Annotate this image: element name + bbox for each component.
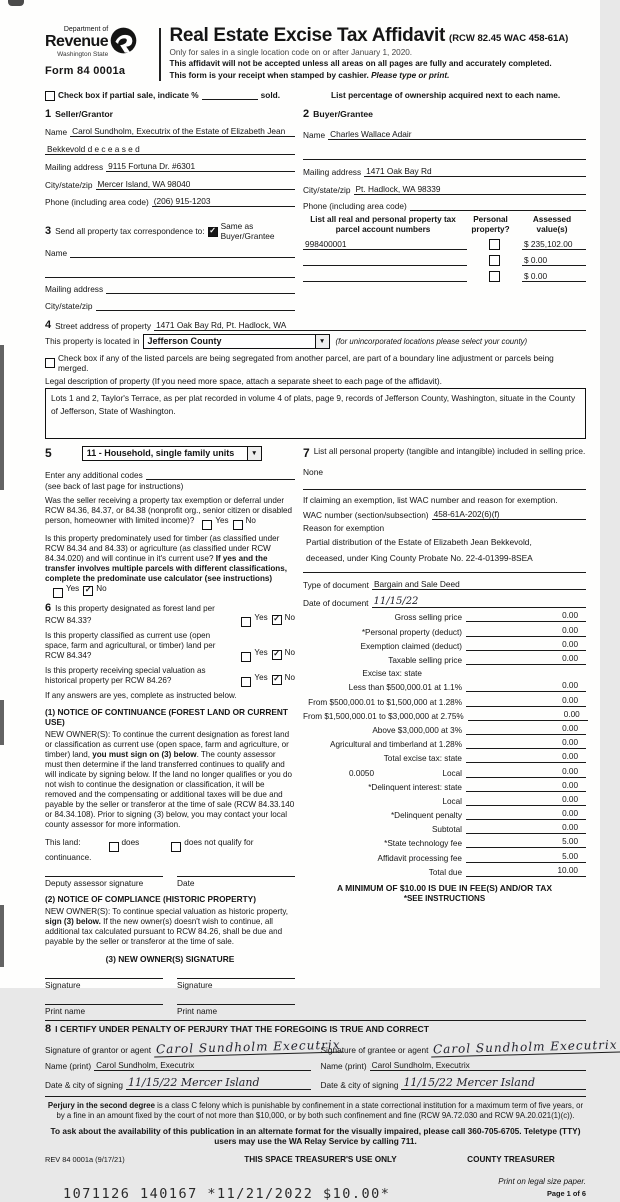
tax-corr-name-field-2[interactable] <box>45 268 295 278</box>
tax-label: Local <box>442 768 462 778</box>
question-deferral <box>45 496 295 529</box>
rev-number: REV 84 0001a (9/17/21) <box>45 1155 125 1165</box>
accessibility-note: To ask about the availability of this publication in an alternate format for the visually impaired, please call 360-705-6705. Teletype (TTY) users may use the WA Relay Service by calling 711. <box>50 1125 581 1147</box>
tax-label: *Delinquent penalty <box>390 811 462 821</box>
tax-label: *State technology fee <box>384 839 462 849</box>
section-3-number: 3 <box>45 225 52 238</box>
document-type-field[interactable]: Bargain and Sale Deed <box>372 579 586 590</box>
local-rate: 0.0050 <box>349 768 375 778</box>
dept-line1: Department of <box>63 26 109 33</box>
section-5-row <box>45 446 295 461</box>
owner-printname-line-1[interactable]: Print name <box>45 1004 163 1016</box>
buyer-city-field[interactable]: Pt. Hadlock, WA 98339 <box>354 184 587 195</box>
document-type-label: Type of document <box>303 579 369 590</box>
form-header <box>45 26 586 81</box>
section-6-number: 6 <box>45 601 52 614</box>
grantor-date-field[interactable]: 11/15/22 Mercer Island <box>126 1076 311 1090</box>
street-address-label: Street address of property <box>55 320 152 331</box>
reason-label: Reason for exemption <box>303 522 385 533</box>
tax-corr-mailing-field[interactable] <box>106 284 295 294</box>
grantor-printname-label: Name (print) <box>45 1061 92 1072</box>
section-4-property <box>45 319 586 439</box>
parcel-number-field[interactable]: 998400001 <box>303 239 467 250</box>
current-use-no-checkbox[interactable] <box>272 650 282 660</box>
street-address-field[interactable]: 1471 Oak Bay Rd, Pt. Hadlock, WA <box>154 320 586 331</box>
no-label: No <box>284 612 295 622</box>
ownership-percentage-note: List percentage of ownership acquired next to each name. <box>331 89 561 100</box>
grantee-signature-label: Signature of grantee or agent <box>320 1045 429 1056</box>
yes-label: Yes <box>254 672 268 682</box>
no-label: No <box>284 672 295 682</box>
document-date-field[interactable]: 11/15/22 <box>372 596 587 608</box>
check-icon: ✓ <box>273 613 280 623</box>
deferral-yes-checkbox[interactable] <box>202 520 212 530</box>
treasurer-stamp: 1071126 140167 *11/21/2022 $10.00* <box>63 1186 391 1202</box>
additional-codes-label: Enter any additional codes <box>45 469 143 480</box>
divider <box>45 1096 586 1097</box>
tax-label: Affidavit processing fee <box>377 853 462 863</box>
owner-signature-line-2[interactable]: Signature <box>177 978 295 990</box>
page-number: Page 1 of 6 <box>546 1189 586 1199</box>
legal-description-field[interactable]: Lots 1 and 2, Taylor's Terrace, as per plat recorded in volume 4 of plats, page 9, records of Jefferson County, Washington, situate in the County of Jefferson, State of Washington. <box>45 388 586 439</box>
parcel-header-assessed: Assessed value(s) <box>532 215 572 234</box>
reason-line-1[interactable]: Partial distribution of the Estate of Elizabeth Jean Bekkevold, <box>306 536 532 547</box>
reason-line-2[interactable]: deceased, under King County Probate No. 22-4-01399-8SEA <box>306 552 533 563</box>
current-use-yes-checkbox[interactable] <box>241 652 251 662</box>
tax-value-field[interactable]: 0.00 <box>466 781 586 792</box>
scan-artifact <box>0 905 4 967</box>
tax-row-tier2 <box>303 696 586 707</box>
legal-description-label: Legal description of property (If you need more space, attach a separate sheet to each page of the affidavit). <box>45 375 442 386</box>
seller-phone-label: Phone (including area code) <box>45 197 149 208</box>
historic-yes-checkbox[interactable] <box>241 677 251 687</box>
check-icon: ✓ <box>273 673 280 683</box>
tax-value-field[interactable]: 0.00 <box>466 640 586 651</box>
tax-label: Local <box>442 796 462 806</box>
land-use-code-dropdown[interactable] <box>82 446 262 461</box>
historic-no-checkbox[interactable] <box>272 675 282 685</box>
tax-corr-mailing-label: Mailing address <box>45 284 104 295</box>
question-forest-land <box>45 602 295 626</box>
seller-phone-field[interactable]: (206) 915-1203 <box>152 196 295 207</box>
revenue-swirl-logo-icon <box>110 27 137 54</box>
tax-label: *Personal property (deduct) <box>361 627 462 637</box>
grantor-date-label: Date & city of signing <box>45 1080 123 1091</box>
tax-row-exemption <box>303 640 586 651</box>
wac-number-field[interactable]: 458-61A-202(6)(f) <box>432 509 586 520</box>
tax-value-field[interactable]: 0.00 <box>466 809 586 820</box>
tax-corr-name-label: Name <box>45 247 68 258</box>
tax-value-field[interactable]: 0.00 <box>466 823 586 834</box>
perjury-bold: Perjury in the second degree <box>47 1101 155 1111</box>
certify-statement: I CERTIFY UNDER PENALTY OF PERJURY THAT THE FOREGOING IS TRUE AND CORRECT <box>55 1024 429 1035</box>
section-1-title: Seller/Grantor <box>55 108 114 119</box>
assessed-value-field[interactable]: $ 0.00 <box>522 255 586 266</box>
seller-mailing-field[interactable]: 9115 Fortuna Dr. #6301 <box>106 161 295 172</box>
parcel-table <box>303 211 586 311</box>
buyer-phone-field[interactable] <box>410 201 586 211</box>
notice2-plain1: NEW OWNER(S): To continue special valuation as historic property, <box>45 907 289 917</box>
tax-value-field[interactable]: 0.00 <box>468 710 588 721</box>
forest-yes-checkbox[interactable] <box>241 617 251 627</box>
divider <box>45 1020 586 1021</box>
tax-label: From $500,000.01 to $1,500,000 at 1.28% <box>308 697 462 707</box>
tax-row-agricultural <box>303 738 586 749</box>
question-current-use-text: Is this property classified as current use (open space, farm and agricultural, or timber) land per RCW 84.34? <box>45 630 216 660</box>
page-title: Real Estate Excise Tax Affidavit <box>169 25 446 46</box>
grantor-signature-label: Signature of grantor or agent <box>45 1045 152 1056</box>
section-7 <box>303 446 586 461</box>
county-treasurer-label: COUNTY TREASURER <box>467 1155 555 1165</box>
partial-sale-label: Check box if partial sale, indicate % <box>58 89 199 100</box>
print-note: Print on legal size paper. <box>498 1177 586 1187</box>
same-as-buyer-checkbox[interactable] <box>208 227 218 237</box>
deputy-signature-row <box>45 876 295 888</box>
question-timber-bold: If yes and the transfer involves multiple parcels with different classifications, complete the predominate use calculator (see instructions) <box>45 553 287 583</box>
tax-value-field[interactable]: 0.00 <box>466 767 586 778</box>
tax-value-field[interactable]: 5.00 <box>466 852 586 863</box>
seller-name-field[interactable]: Carol Sundholm, Executrix of the Estate of Elizabeth Jean <box>70 126 295 137</box>
owner-printname-row <box>45 1004 295 1016</box>
grantor-printname-field[interactable]: Carol Sundholm, Executrix <box>94 1060 310 1071</box>
question-forest-text: Is this property designated as forest land per RCW 84.33? <box>45 603 215 625</box>
additional-codes-field[interactable] <box>146 470 295 480</box>
grantee-printname-label: Name (print) <box>320 1061 367 1072</box>
minimum-line-2: *SEE INSTRUCTIONS <box>403 893 486 903</box>
wac-number-label: WAC number (section/subsection) <box>303 509 429 520</box>
minimum-fee-note <box>303 883 586 904</box>
section-8-certify <box>45 1023 619 1091</box>
check-icon: ✓ <box>84 584 92 594</box>
dept-of-revenue-logo-text <box>45 26 108 59</box>
tax-label: Gross selling price <box>394 613 462 623</box>
tax-value-field[interactable]: 0.00 <box>466 611 586 622</box>
section-3-heading: Send all property tax correspondence to: <box>55 226 205 237</box>
tax-value-field[interactable]: 0.00 <box>466 724 586 735</box>
personal-property-checkbox[interactable] <box>489 271 500 282</box>
no-label: No <box>96 583 107 593</box>
parcel-header-numbers: List all real and personal property tax parcel account numbers <box>310 215 456 234</box>
subtitle-1: Only for sales in a single location code on or after January 1, 2020. <box>169 47 413 57</box>
question-historic-text: Is this property receiving special valuation as historical property per RCW 84.26? <box>45 665 206 685</box>
check-icon: ✓ <box>273 648 280 658</box>
county-note: (for unincorporated locations please select your county) <box>335 336 528 346</box>
divider <box>303 572 586 573</box>
tax-label: Above $3,000,000 at 3% <box>372 725 462 735</box>
tax-row-personal <box>303 626 586 637</box>
tax-row-total-state <box>303 752 586 763</box>
seller-city-label: City/state/zip <box>45 179 93 190</box>
notice2-plain2: If the new owner(s) doesn't wish to continue, all additional tax calculated pursuant to RCW 84.26, shall be due and payable by the seller or transferor at the time of sale. <box>45 917 283 947</box>
perjury-note <box>45 1101 586 1120</box>
yes-label: Yes <box>254 612 268 622</box>
document-date-label: Date of document <box>303 598 369 609</box>
check-icon: ✓ <box>209 225 216 235</box>
timber-yes-checkbox[interactable] <box>53 588 63 598</box>
tax-value-field[interactable]: 0.00 <box>466 696 586 707</box>
tax-row-excise-header <box>303 668 586 678</box>
buyer-mailing-label: Mailing address <box>303 167 362 178</box>
no-label: No <box>245 515 256 525</box>
owner-printname-line-2[interactable]: Print name <box>177 1004 295 1016</box>
followup-note: If any answers are yes, complete as instructed below. <box>45 690 237 700</box>
right-mid-column <box>303 446 586 1017</box>
dept-line2: Revenue <box>45 33 109 50</box>
buyer-mailing-field[interactable]: 1471 Oak Bay Rd <box>364 166 586 177</box>
tax-corr-city-label: City/state/zip <box>45 300 93 311</box>
assessed-value-field[interactable]: $ 0.00 <box>522 271 586 282</box>
land-qualify-row <box>45 838 295 851</box>
section-2-buyer <box>303 100 586 212</box>
tax-label: Subtotal <box>431 825 462 835</box>
notice1-bold: you must sign on (3) below <box>92 749 197 759</box>
tax-value-field[interactable]: 0.00 <box>466 738 586 749</box>
located-in-label: This property is located in <box>45 336 140 347</box>
timber-no-checkbox[interactable] <box>83 586 93 596</box>
seller-mailing-label: Mailing address <box>45 162 104 173</box>
section-5-number: 5 <box>45 446 52 461</box>
tax-row-taxable <box>303 654 586 665</box>
grantee-date-field[interactable]: 11/15/22 Mercer Island <box>401 1076 586 1090</box>
notice1-plain1: NEW OWNER(S): To continue the current designation as forest land or classification as current use (open space, farm and agriculture, or timber) land, <box>45 729 290 759</box>
chevron-down-icon[interactable]: ▼ <box>247 447 261 460</box>
tax-label: Total due <box>428 867 462 877</box>
seller-name-label: Name <box>45 127 68 138</box>
tax-value-field[interactable]: 0.00 <box>466 681 586 692</box>
tax-value-field[interactable]: 5.00 <box>466 837 586 848</box>
excise-state-header: Excise tax: state <box>362 669 422 679</box>
tax-row-tier4 <box>303 724 586 735</box>
codes-note: (see back of last page for instructions) <box>45 481 184 491</box>
grantee-signature-field[interactable]: Carol Sundholm Executrix <box>431 1038 620 1058</box>
tax-row-local-2 <box>303 795 586 806</box>
tax-value-field[interactable]: 0.00 <box>466 654 586 665</box>
buyer-city-label: City/state/zip <box>303 184 351 195</box>
tax-value-field[interactable]: 10.00 <box>466 866 586 877</box>
tax-label: Taxable selling price <box>388 656 462 666</box>
section-2-number: 2 <box>303 107 310 120</box>
subtitle-3 <box>170 71 569 80</box>
tax-corr-city-field[interactable] <box>96 301 296 311</box>
parcel-number-field[interactable] <box>303 255 467 266</box>
personal-property-checkbox[interactable] <box>489 255 500 266</box>
notice1-plain2: . The county assessor must then determine if the land transferred continues to qualify and will indicate by signing below. If the land no longer qualifies or you do not wish to continue the designation or classification, it will be removed and the compensating or additional taxes will be due and payable by the seller or transferor at the time of sale (RCW 84.33.140 or 84.34.108). Prior to signing (3) below, you may contact your local county assessor for more information. <box>45 749 295 830</box>
deputy-date-line[interactable]: Date <box>177 876 295 888</box>
parcel-row <box>303 255 586 266</box>
subtitle-3-italic: Please type or print. <box>371 71 450 81</box>
notice-compliance-body <box>45 907 295 947</box>
section-8-number: 8 <box>45 1023 52 1036</box>
tax-row-processing-fee <box>303 852 586 863</box>
tax-value-field[interactable]: 0.00 <box>466 752 586 763</box>
notice-compliance-title: (2) NOTICE OF COMPLIANCE (HISTORIC PROPERTY) <box>45 894 256 905</box>
title-rcw-reference: (RCW 82.45 WAC 458-61A) <box>449 33 569 44</box>
yes-label: Yes <box>254 647 268 657</box>
tax-row-total-due <box>303 866 586 877</box>
buyer-phone-label: Phone (including area code) <box>303 201 407 212</box>
grantor-signature-field[interactable]: Carol Sundholm Executrix <box>154 1038 343 1058</box>
chevron-down-icon[interactable]: ▼ <box>315 335 329 348</box>
deputy-assessor-signature-line[interactable]: Deputy assessor signature <box>45 876 163 888</box>
grantee-date-label: Date & city of signing <box>320 1080 399 1091</box>
footer-row <box>45 1155 586 1164</box>
divider <box>303 489 586 490</box>
county-dropdown[interactable] <box>143 334 330 349</box>
this-land-label: This land: <box>45 838 81 848</box>
county-dropdown-value: Jefferson County <box>147 335 222 346</box>
new-owner-signature-header: (3) NEW OWNER(S) SIGNATURE <box>105 954 235 965</box>
scan-artifact <box>0 700 4 745</box>
personal-property-value[interactable]: None <box>303 466 324 477</box>
does-not-checkbox[interactable] <box>171 842 181 852</box>
section-4-number: 4 <box>45 318 52 331</box>
notice-continuance-body <box>45 730 295 830</box>
segregated-checkbox[interactable] <box>45 358 55 368</box>
buyer-name-label: Name <box>303 129 326 140</box>
parcel-number-field[interactable] <box>303 271 467 282</box>
no-label: No <box>284 647 295 657</box>
partial-sale-percent-field[interactable] <box>202 90 258 100</box>
tax-row-delinquent-penalty <box>303 809 586 820</box>
assessed-value-field[interactable]: $ 235,102.00 <box>522 239 586 250</box>
partial-sale-row <box>45 90 586 100</box>
section-7-number: 7 <box>303 445 310 460</box>
left-mid-column <box>45 446 295 1017</box>
grantee-printname-field[interactable]: Carol Sundholm, Executrix <box>370 1060 586 1071</box>
continuance-label: continuance. <box>45 853 92 863</box>
tax-label: Exemption claimed (deduct) <box>360 641 462 651</box>
tax-label: Less than $500,000.01 at 1.1% <box>348 683 462 693</box>
tax-row-local <box>303 767 586 778</box>
section-1-number: 1 <box>45 107 52 120</box>
tax-label: From $1,500,000.01 to $3,000,000 at 2.75% <box>303 711 464 721</box>
does-not-label: does not qualify for <box>184 838 254 848</box>
section-3-correspondence <box>45 211 295 311</box>
parcel-row <box>303 271 586 282</box>
tax-label: Total excise tax: state <box>383 754 462 764</box>
tax-value-field[interactable]: 0.00 <box>466 626 586 637</box>
notice2-bold: sign (3) below. <box>45 917 101 927</box>
tax-corr-name-field[interactable] <box>70 248 295 258</box>
question-timber <box>45 534 295 597</box>
question-timber-text: Is this property predominately used for timber (as classified under RCW 84.34 and 84.33) or agriculture (as classified under RCW 84.34.020) and will continue in it's current use? <box>45 533 280 563</box>
buyer-name-field[interactable]: Charles Wallace Adair <box>328 129 586 140</box>
same-as-buyer-label: Same as Buyer/Grantee <box>220 221 275 242</box>
yes-label: Yes <box>215 515 229 525</box>
subtitle-3-plain: This form is your receipt when stamped by cashier. <box>169 71 372 81</box>
tax-label: Agricultural and timberland at 1.28% <box>330 740 462 750</box>
personal-property-checkbox[interactable] <box>489 239 500 250</box>
owner-signature-row <box>45 978 295 990</box>
scan-artifact <box>8 0 24 6</box>
form-number: Form 84 0001a <box>45 64 126 77</box>
seller-name-field-2[interactable]: Bekkevold d e c e a s e d <box>45 144 295 155</box>
tax-row-tier3 <box>303 710 586 721</box>
parcel-header-personal: Personal property? <box>471 215 510 234</box>
section-7-title: List all personal property (tangible and intangible) included in selling price. <box>313 445 586 456</box>
exemption-intro: If claiming an exemption, list WAC number and reason for exemption. <box>303 494 558 505</box>
owner-signature-line-1[interactable]: Signature <box>45 978 163 990</box>
land-use-code-value: 11 - Household, single family units <box>86 447 235 458</box>
does-checkbox[interactable] <box>109 842 119 852</box>
tax-row-tier1 <box>303 681 586 692</box>
buyer-name-field-2[interactable] <box>303 150 586 160</box>
header-divider <box>159 28 161 81</box>
section-2-title: Buyer/Grantee <box>313 108 373 119</box>
stamp-area <box>45 1177 586 1202</box>
notice-continuance-title: (1) NOTICE OF CONTINUANCE (FOREST LAND OR CURRENT USE) <box>45 706 288 727</box>
section-1-seller <box>45 100 295 212</box>
subtitle-2: This affidavit will not be accepted unless all areas on all pages are fully and accurately completed. <box>169 59 552 69</box>
dept-line3: Washington State <box>57 51 109 58</box>
tax-label: *Delinquent interest: state <box>368 782 462 792</box>
perjury-rest: is a class C felony which is punishable by confinement in a state correctional institution for a maximum term of five years, or by a fine in an amount fixed by the court of not more than $10,000, or by both such confinement and fine (RCW 9A.72.030 and RCW 9A.20.021(1)(c)). <box>56 1101 584 1120</box>
question-current-use <box>45 631 295 661</box>
yes-label: Yes <box>66 583 80 593</box>
tax-value-field[interactable]: 0.00 <box>466 795 586 806</box>
forest-no-checkbox[interactable] <box>272 615 282 625</box>
does-label: does <box>121 838 140 848</box>
parcel-row <box>303 239 586 250</box>
sold-label: sold. <box>260 89 281 100</box>
minimum-line-1: A MINIMUM OF $10.00 IS DUE IN FEE(S) AND/OR TAX <box>336 882 553 893</box>
deferral-no-checkbox[interactable] <box>233 520 243 530</box>
question-historic <box>45 666 295 686</box>
tax-row-gross <box>303 611 586 622</box>
segregated-label: Check box if any of the listed parcels are being segregated from another parcel, are part of a boundary line adjustment or parcels being merged. <box>58 352 554 373</box>
scan-artifact <box>0 345 4 490</box>
treasurer-space-label: THIS SPACE TREASURER'S USE ONLY <box>244 1155 397 1165</box>
tax-row-delinquent-interest <box>303 781 586 792</box>
question-deferral-text: Was the seller receiving a property tax exemption or deferral under RCW 84.36, 84.37, or 84.38 (nonprofit org., senior citizen or disabled person, homeowner with limited income)? <box>45 495 292 525</box>
seller-city-field[interactable]: Mercer Island, WA 98040 <box>96 179 296 190</box>
tax-row-subtotal <box>303 823 586 834</box>
tax-row-tech-fee <box>303 837 586 848</box>
